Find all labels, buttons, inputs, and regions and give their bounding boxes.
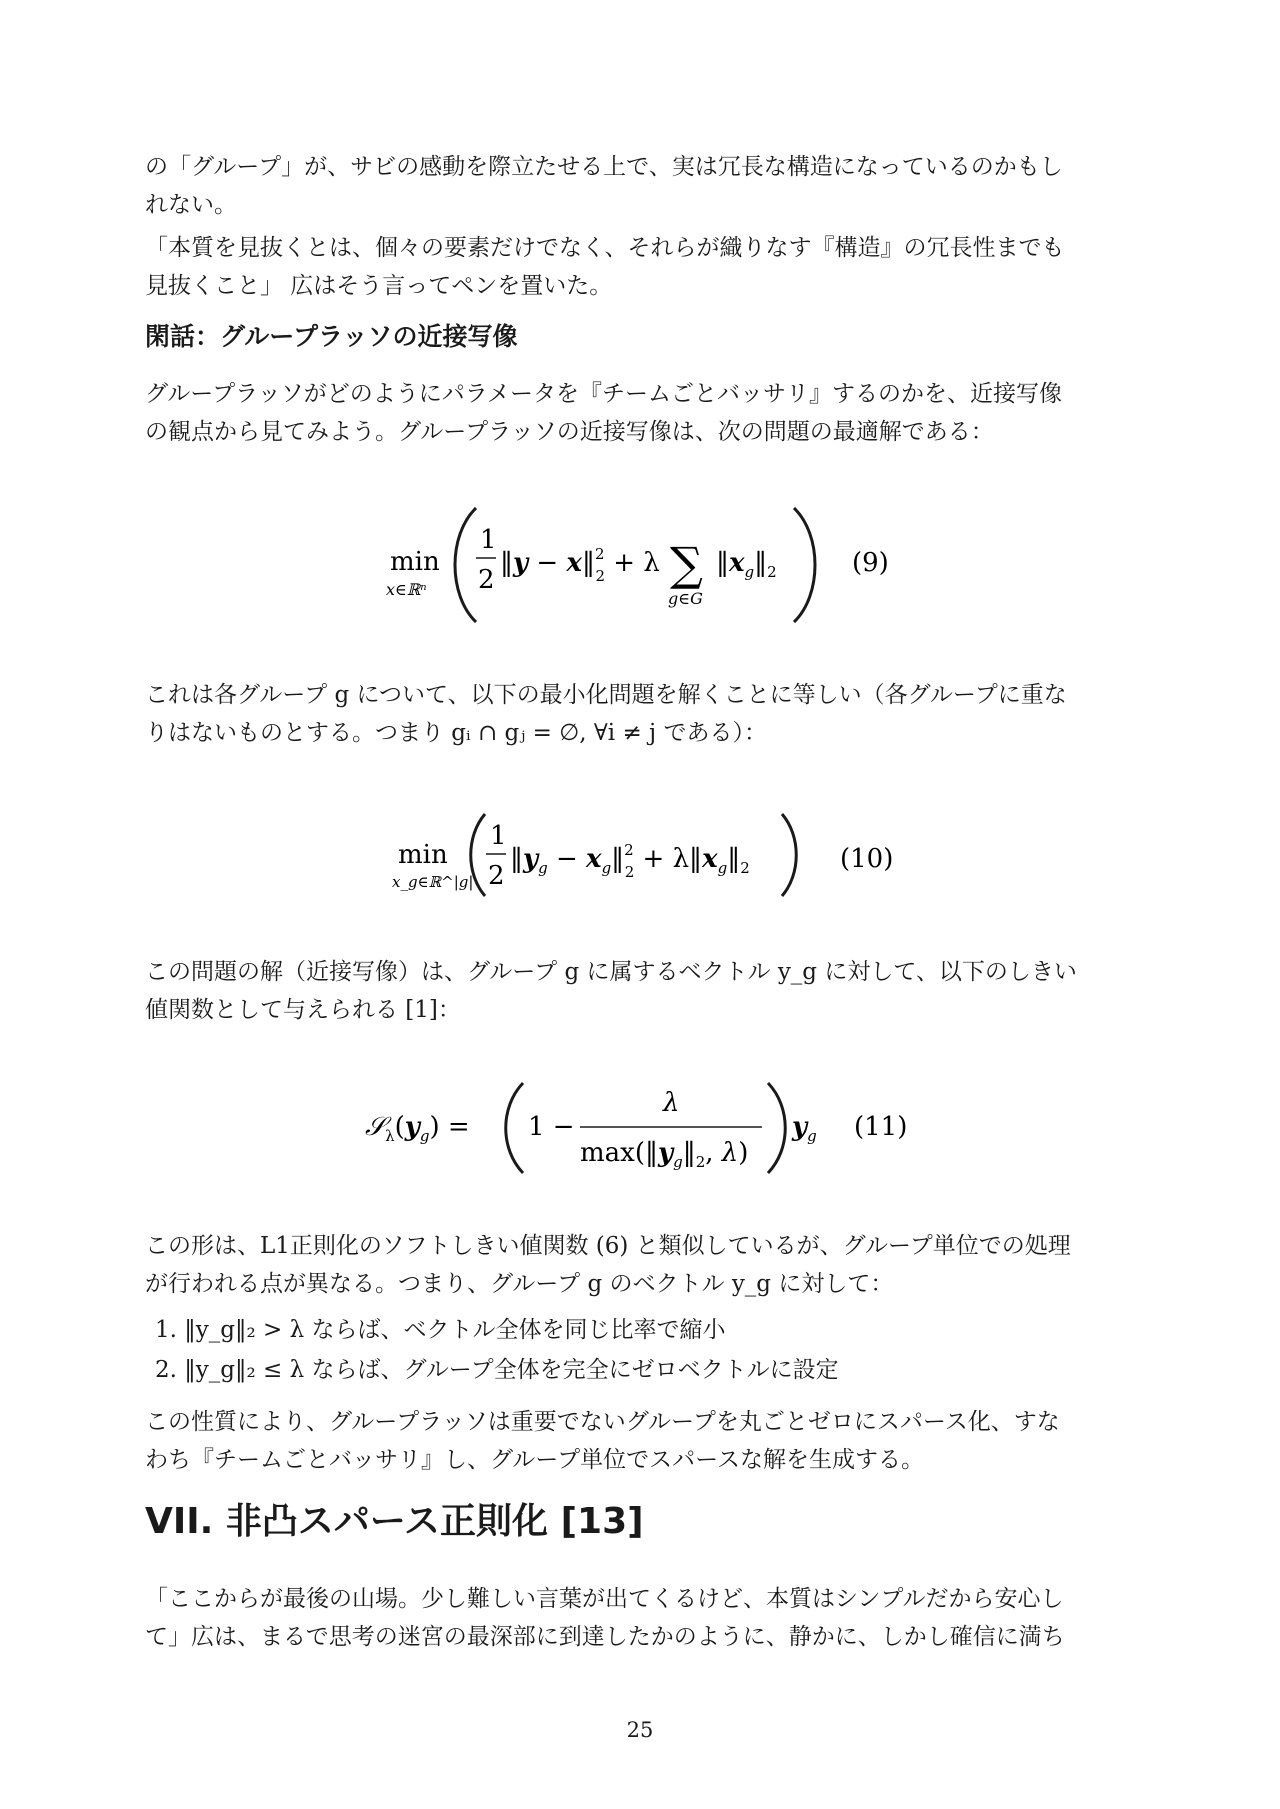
paragraph-line: 値関数として与えられる [1]： xyxy=(145,997,461,1023)
paragraph-line: 「ここからが最後の山場。少し難しい言葉が出てくるけど、本質はシンプルだから安心し xyxy=(145,1586,1064,1612)
paragraph-line: 見抜くこと」 広はそう言ってペンを置いた。 xyxy=(145,273,613,299)
page-number: 25 xyxy=(626,1718,654,1742)
paragraph-1 xyxy=(145,148,1140,224)
one-minus: 1 − xyxy=(528,1112,575,1142)
min-operator: min xyxy=(390,547,440,577)
list-item xyxy=(155,1310,1150,1350)
min-operator: min xyxy=(398,840,448,870)
summation-symbol: ∑ xyxy=(670,537,703,591)
min-subscript: x∈ℝⁿ xyxy=(386,580,427,599)
left-paren xyxy=(455,508,476,622)
equation-number: (11) xyxy=(854,1112,908,1142)
paragraph-2 xyxy=(145,229,1140,305)
paragraph-line: わち『チームごとバッサリ』し、グループ単位でスパースな解を生成する。 xyxy=(145,1447,925,1473)
paragraph-line: の「グループ」が、サビの感動を際立たせる上で、実は冗長な構造になっているのかもし xyxy=(145,154,1063,180)
equation-10-svg xyxy=(0,808,1280,908)
fraction-numerator: λ xyxy=(663,1088,680,1118)
paragraph-line: りはないものとする。つまり gᵢ ∩ gⱼ = ∅, ∀i ≠ j である）： xyxy=(145,720,767,746)
equation-10 xyxy=(0,808,1280,908)
list-condition: ‖y_g‖₂ > λ xyxy=(184,1317,305,1343)
paragraph-8 xyxy=(145,1580,1140,1656)
list-item xyxy=(155,1350,1150,1390)
paragraph-line: が行われる点が異なる。つまり、グループ g のベクトル y_g に対して： xyxy=(145,1271,894,1297)
paragraph-line: て」広は、まるで思考の迷宮の最深部に到達したかのように、静かに、しかし確信に満ち xyxy=(145,1624,1065,1650)
right-paren xyxy=(782,814,796,896)
threshold-lhs: $𝒮_\lambda(y_g)$ = xyxy=(365,1112,470,1145)
paragraph-line: れない。 xyxy=(145,192,237,218)
paragraph-line: グループラッソがどのようにパラメータを『チームごとバッサリ』するのかを、近接写像 xyxy=(145,381,1063,407)
objective-terms: $‖y_g$ − $x_g‖^2$ $2 + \lambda‖x_g‖_2$ xyxy=(510,841,750,881)
section-heading: VII. 非凸スパース正則化 [13] xyxy=(145,1501,644,1542)
subsection-heading: 閑話：グループラッソの近接写像 xyxy=(145,322,518,351)
norm-term: ‖y − x‖$^2$ 2 + λ xyxy=(500,545,660,585)
fraction-numerator: 1 xyxy=(490,821,507,851)
paragraph-line: の観点から見てみよう。グループラッソの近接写像は、次の問題の最適解である： xyxy=(145,419,994,445)
min-subscript: x_g∈ℝ^|g| xyxy=(392,873,474,891)
paragraph-line: これは各グループ g について、以下の最小化問題を解くことに等しい（各グループに重な xyxy=(145,682,1067,708)
left-paren xyxy=(506,1083,523,1173)
equation-9-svg xyxy=(0,500,1280,630)
fraction-denominator: 2 xyxy=(478,565,495,595)
numbered-list xyxy=(155,1310,1150,1390)
equation-number: (9) xyxy=(852,548,889,578)
list-number: 2. xyxy=(155,1357,177,1383)
paragraph-3 xyxy=(145,375,1140,451)
list-text: ならば、グループ全体を完全にゼロベクトルに設定 xyxy=(311,1357,839,1383)
paragraph-4 xyxy=(145,676,1140,752)
list-text: ならば、ベクトル全体を同じ比率で縮小 xyxy=(311,1317,726,1343)
paragraph-5 xyxy=(145,953,1140,1029)
right-paren xyxy=(794,508,815,622)
fraction-denominator: $\max(‖y_g‖_2$, λ) xyxy=(580,1138,749,1171)
list-condition: ‖y_g‖₂ ≤ λ xyxy=(184,1357,305,1383)
equation-11 xyxy=(0,1075,1280,1185)
paragraph-line: 「本質を見抜くとは、個々の要素だけでなく、それらが織りなす『構造』の冗長性までも xyxy=(145,235,1065,261)
equation-9 xyxy=(0,500,1280,630)
fraction-numerator: 1 xyxy=(480,525,497,555)
paragraph-6 xyxy=(145,1227,1140,1303)
summation-index: g∈G xyxy=(668,589,703,608)
section-heading-container xyxy=(145,1500,1140,1544)
equation-number: (10) xyxy=(840,844,894,874)
paragraph-line: この形は、L1正則化のソフトしきい値関数 (6) と類似しているが、グループ単位での処理 xyxy=(145,1233,1071,1259)
right-paren xyxy=(768,1083,785,1173)
group-norm-term: $‖x_g‖_2$ xyxy=(716,548,777,581)
equation-11-svg xyxy=(0,1075,1280,1185)
fraction-denominator: 2 xyxy=(488,861,505,891)
paragraph-line: この問題の解（近接写像）は、グループ g に属するベクトル y_g に対して、以下のしきい xyxy=(145,959,1077,985)
paragraph-line: この性質により、グループラッソは重要でないグループを丸ごとゼロにスパース化、すな xyxy=(145,1409,1060,1435)
output-vector: $y_g$ xyxy=(792,1112,817,1145)
list-number: 1. xyxy=(155,1317,177,1343)
paragraph-7 xyxy=(145,1403,1140,1479)
subsection-heading-container xyxy=(145,320,1140,354)
